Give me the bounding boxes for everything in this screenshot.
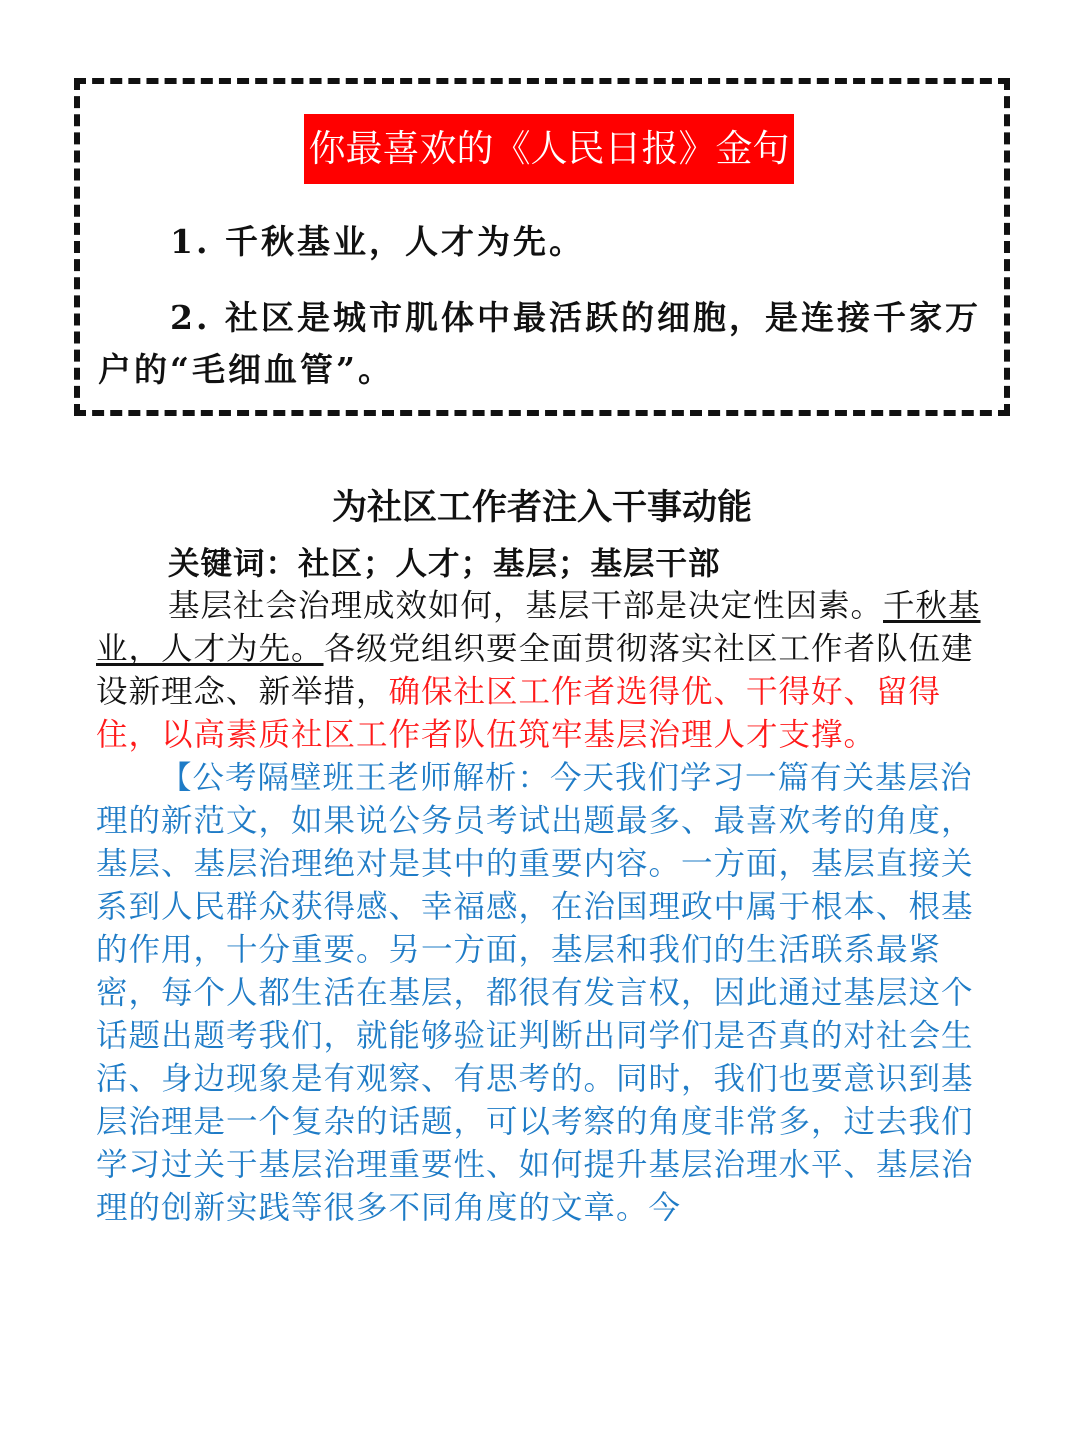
keywords-line [96, 542, 988, 585]
quote-item-text: 2. 社区是城市肌体中最活跃的细胞，是连接千家万户的“毛细血管”。 [98, 298, 981, 389]
quote-item-1 [98, 216, 988, 268]
highlighted-conclusion: 确保社区工作者选得优、干得好、留得住，以高素质社区工作者队伍筑牢基层治理人才支撑。 [96, 674, 942, 753]
article [96, 480, 988, 1230]
underlined-quote: 千秋基业，人才为先。 [96, 588, 981, 667]
keywords-text: 关键词：社区；人才；基层；基层干部 [168, 545, 721, 582]
analysis-text: 【公考隔壁班王老师解析：今天我们学习一篇有关基层治理的新范文，如果说公务员考试出题最多、最喜欢考的角度，基层、基层治理绝对是其中的重要内容。一方面，基层直接关系到人民群众获得感、幸福感，在治国理政中属于根本、根基的作用，十分重要。另一方面，基层和我们的生活联系最紧密，每个人都生活在基层，都很有发言权，因此通过基层这个话题出题考我们，就能够验证判断出同学们是否真的对社会生活、身边现象是有观察、有思考的。同时，我们也要意识到基层治理是一个复杂的话题，可以考察的角度非常多，过去我们学习过关于基层治理重要性、如何提升基层治理水平、基层治理的创新实践等很多不同角度的文章。今 [96, 760, 974, 1226]
teacher-analysis [96, 757, 988, 1230]
quote-heading: 你最喜欢的《人民日报》金句 [304, 114, 794, 184]
quote-box [74, 78, 1010, 416]
paragraph-middle: 各级党组织要全面贯彻落实社区工作者队伍建设新理念、新举措， [96, 631, 974, 710]
body-paragraph [96, 585, 988, 757]
quote-item-text: 1. 千秋基业，人才为先。 [170, 222, 585, 261]
paragraph-lead: 基层社会治理成效如何，基层干部是决定性因素。 [168, 588, 884, 624]
article-title: 为社区工作者注入干事动能 [331, 488, 752, 528]
quote-item-2 [98, 292, 988, 396]
